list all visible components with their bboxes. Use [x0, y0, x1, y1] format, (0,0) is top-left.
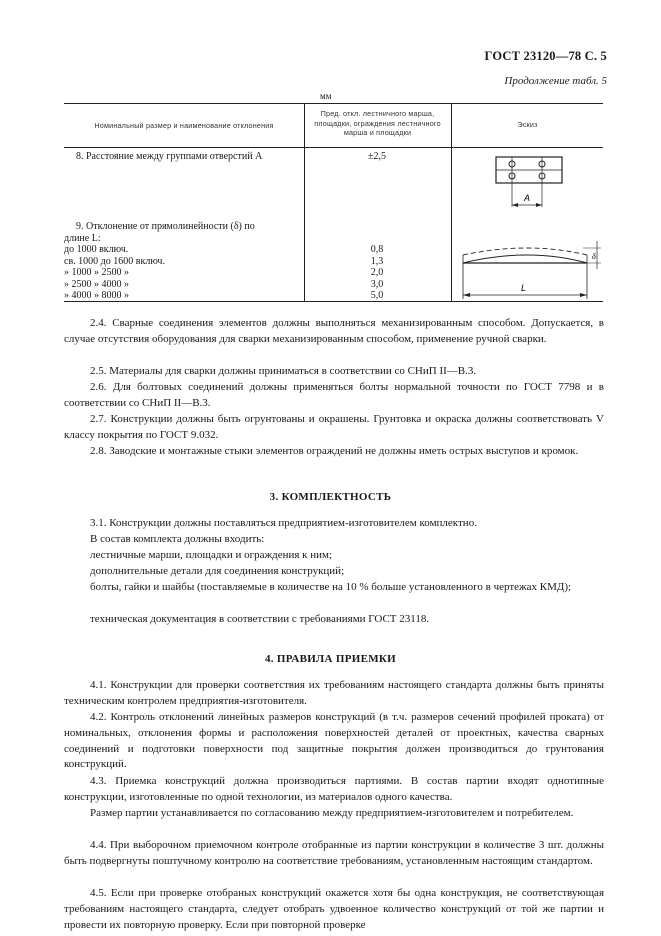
table-col-divider-1 — [304, 103, 305, 301]
row8-name: 8. Расстояние между группами отверстий A — [76, 151, 263, 162]
section-4-title: 4. ПРАВИЛА ПРИЕМКИ — [264, 653, 397, 665]
table-col-divider-2 — [451, 103, 452, 301]
tolerance-table — [64, 103, 603, 301]
row8-value: ±2,5 — [368, 151, 386, 162]
row9-name-line1: 9. Отклонение от прямолинейности (δ) по — [76, 221, 255, 232]
sketch-label-a: A — [524, 193, 531, 203]
row9-item-5-value: 5,0 — [370, 290, 384, 301]
para-4-2: 4.2. Контроль отклонений линейных размеров конструкций (в т.ч. размеров сечений профилей проката) от номинальных, отклонения формы и расположения поверхностей деталей от проектных, качества сварных соединений и подготовки поверхности под защитные покрытия должен производиться до грунтования конструкций. — [64, 711, 604, 771]
para-3-intro: В состав комплекта должны входить: — [90, 533, 265, 545]
para-4-3: 4.3. Приемка конструкций должна производиться партиями. В состав партии входят однотипные конструкции, изготовленные по одной технологии, из материалов одного качества. — [64, 775, 604, 803]
row9-item-5-label: » 4000 » 8000 » — [64, 290, 129, 301]
row9-item-3-value: 2,0 — [370, 267, 384, 278]
para-2-5: 2.5. Материалы для сварки должны приниматься в соответствии со СНиП II—В.3. — [90, 365, 477, 377]
table-header-rule — [64, 147, 603, 148]
row9-item-1-label: до 1000 включ. — [64, 244, 129, 255]
col3-header: Эскиз — [517, 120, 538, 129]
list-item-2: дополнительные детали для соединения конструкций; — [90, 565, 345, 577]
row9-item-2-label: св. 1000 до 1600 включ. — [64, 255, 165, 267]
row9-item-1-value: 0,8 — [370, 244, 384, 255]
table-top-rule — [64, 103, 603, 104]
list-item-4: техническая документация в соответствии с требованиями ГОСТ 23118. — [90, 613, 430, 625]
hole-groups-sketch — [494, 155, 566, 215]
row9-item-2-value: 1,3 — [370, 255, 384, 267]
table-bottom-rule — [64, 301, 603, 302]
para-4-3b: Размер партии устанавливается по согласованию между предприятием-изготовителем и потребителем. — [90, 807, 574, 819]
para-2-6: 2.6. Для болтовых соединений должны применяться болты нормальной точности по ГОСТ 7798 и в соответствии со СНиП II—В.3. — [64, 381, 604, 409]
row9-item-4-label: » 2500 » 4000 » — [64, 278, 129, 290]
para-4-4: 4.4. При выборочном приемочном контроле отобранные из партии конструкции в количестве 3 шт. должны быть подвергнуты поштучному контролю на соответствие требованиям, установленным настоящим стандартом. — [64, 839, 604, 867]
col1-header: Номинальный размер и наименование отклонения — [94, 121, 274, 130]
para-4-1: 4.1. Конструкции для проверки соответствия их требованиям настоящего стандарта должны быть приняты техническим контролем предприятия-изготовителя. — [64, 679, 604, 707]
row9-item-4-value: 3,0 — [370, 278, 384, 290]
para-4-5: 4.5. Если при проверке отобраных конструкций окажется хотя бы одна конструкция, не соответствующая требованиям настоящего стандарта, следует отобрать удвоенное количество конструкций от той же партии и провести их повторную проверку. Если при повторной проверке — [64, 887, 604, 931]
para-2-8: 2.8. Заводские и монтажные стыки элементов ограждений не должны иметь острых выступов и кромок. — [90, 445, 579, 457]
list-item-3: болты, гайки и шайбы (поставляемые в количестве на 10 % больше установленного в чертежах КМД); — [90, 581, 572, 593]
para-2-7: 2.7. Конструкции должны быть огрунтованы и окрашены. Грунтовка и окраска должны соответствовать V классу покрытия по ГОСТ 9.032. — [64, 413, 604, 441]
row9-name-line2: длине L: — [64, 232, 101, 244]
para-2-4: 2.4. Сварные соединения элементов должны выполняться механизированным способом. Допускается, в случае отсутствия оборудования для сварки механизированным способом, применение ручной сварки. — [64, 317, 604, 345]
list-item-1: лестничные марши, площадки и ограждения к ним; — [90, 549, 333, 561]
col2-header: Пред. откл. лестничного марша, площадки, ограждения лестничного марша и площадки — [314, 109, 441, 137]
page-header: ГОСТ 23120—78 С. 5 — [484, 49, 607, 63]
section-3-title: 3. КОМПЛЕКТНОСТЬ — [269, 491, 392, 503]
table-continuation-note: Продолжение табл. 5 — [504, 75, 607, 87]
units-label: мм — [320, 91, 332, 101]
row9-item-3-label: » 1000 » 2500 » — [64, 267, 129, 278]
straightness-sketch — [459, 237, 603, 301]
sketch-label-delta: δ — [592, 252, 596, 261]
sketch-label-l: L — [521, 283, 527, 293]
para-3-1: 3.1. Конструкции должны поставляться предприятием-изготовителем комплектно. — [90, 517, 477, 529]
